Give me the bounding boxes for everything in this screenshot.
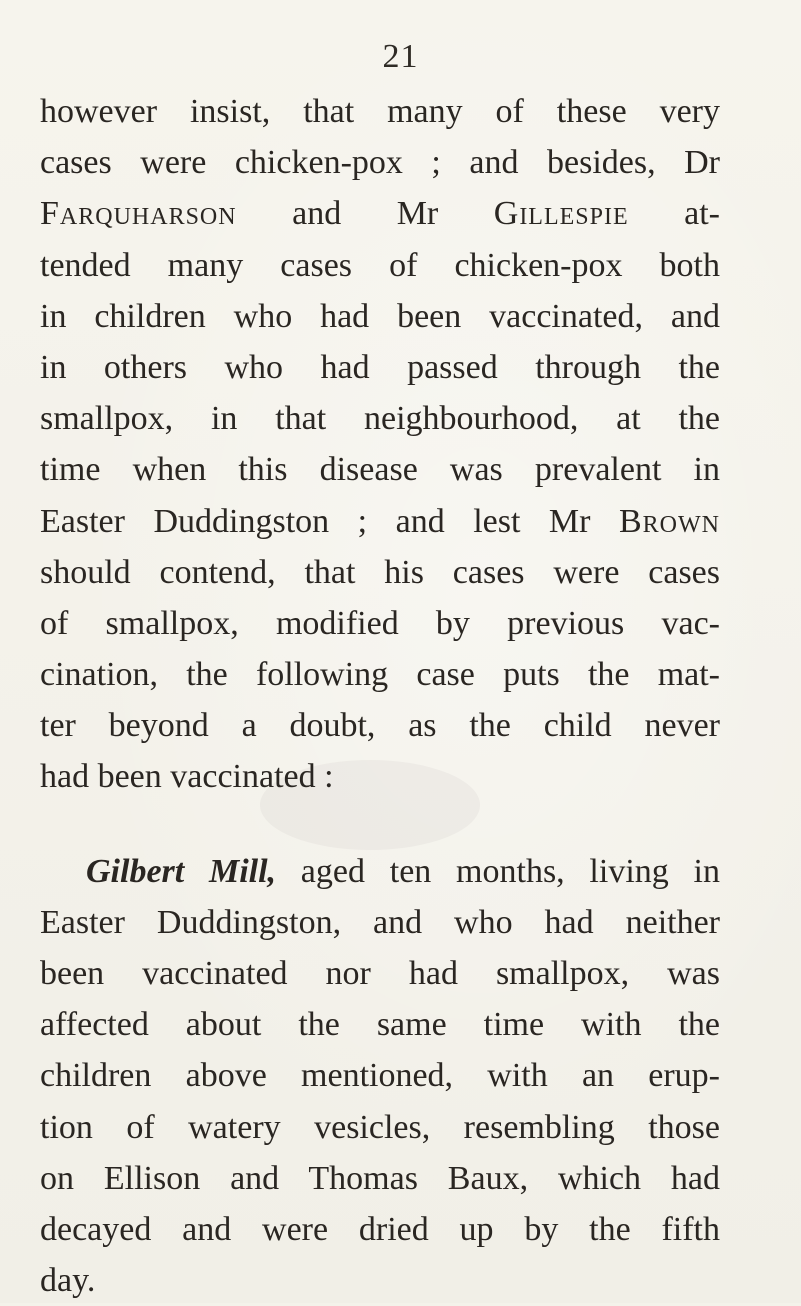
person-name: Farquharson bbox=[40, 195, 237, 233]
text-line: in children who had been vaccinated, and bbox=[40, 297, 720, 335]
text-line: on Ellison and Thomas Baux, which had bbox=[40, 1159, 720, 1197]
text-line: Easter Duddingston, and who had neither bbox=[40, 903, 720, 941]
text-line: cination, the following case puts the mat- bbox=[40, 656, 720, 694]
paragraph bbox=[40, 86, 720, 803]
text-line: affected about the same time with the bbox=[40, 1006, 720, 1044]
text-line: smallpox, in that neighbourhood, at the bbox=[40, 400, 720, 438]
text-line: been vaccinated nor had smallpox, was bbox=[40, 955, 720, 992]
text-line: tended many cases of chicken-pox both bbox=[40, 246, 720, 284]
text-line: should contend, that his cases were cases bbox=[40, 553, 720, 591]
text-line: Easter Duddingston ; and lest Mr Brown bbox=[40, 502, 720, 540]
text-line: of smallpox, modified by previous vac- bbox=[40, 604, 720, 642]
text-line: decayed and were dried up by the fifth bbox=[40, 1210, 720, 1248]
paragraph-gap bbox=[40, 803, 720, 846]
text-line: had been vaccinated : bbox=[40, 758, 334, 796]
text-line: day. bbox=[40, 1262, 96, 1300]
page-number: 21 bbox=[382, 38, 419, 75]
body-text bbox=[40, 86, 720, 1306]
text-line: cases were chicken-pox ; and besides, Dr bbox=[40, 144, 720, 182]
text-line: time when this disease was prevalent in bbox=[40, 451, 720, 489]
text-line: tion of watery vesicles, resembling those bbox=[40, 1108, 720, 1146]
text-line: Gilbert Mill, aged ten months, living in bbox=[86, 852, 720, 890]
text-line: in others who had passed through the bbox=[40, 348, 720, 386]
text-line: children above mentioned, with an erup- bbox=[40, 1057, 720, 1095]
person-name: Brown bbox=[618, 502, 720, 540]
text-line: ter beyond a doubt, as the child never bbox=[40, 707, 720, 745]
paragraph bbox=[40, 846, 720, 1306]
text-line: however insist, that many of these very bbox=[40, 93, 720, 130]
patient-name: Gilbert Mill, bbox=[86, 852, 277, 890]
person-name: Gillespie bbox=[493, 195, 629, 233]
text-line: Farquharson and Mr Gillespie at- bbox=[40, 195, 720, 233]
